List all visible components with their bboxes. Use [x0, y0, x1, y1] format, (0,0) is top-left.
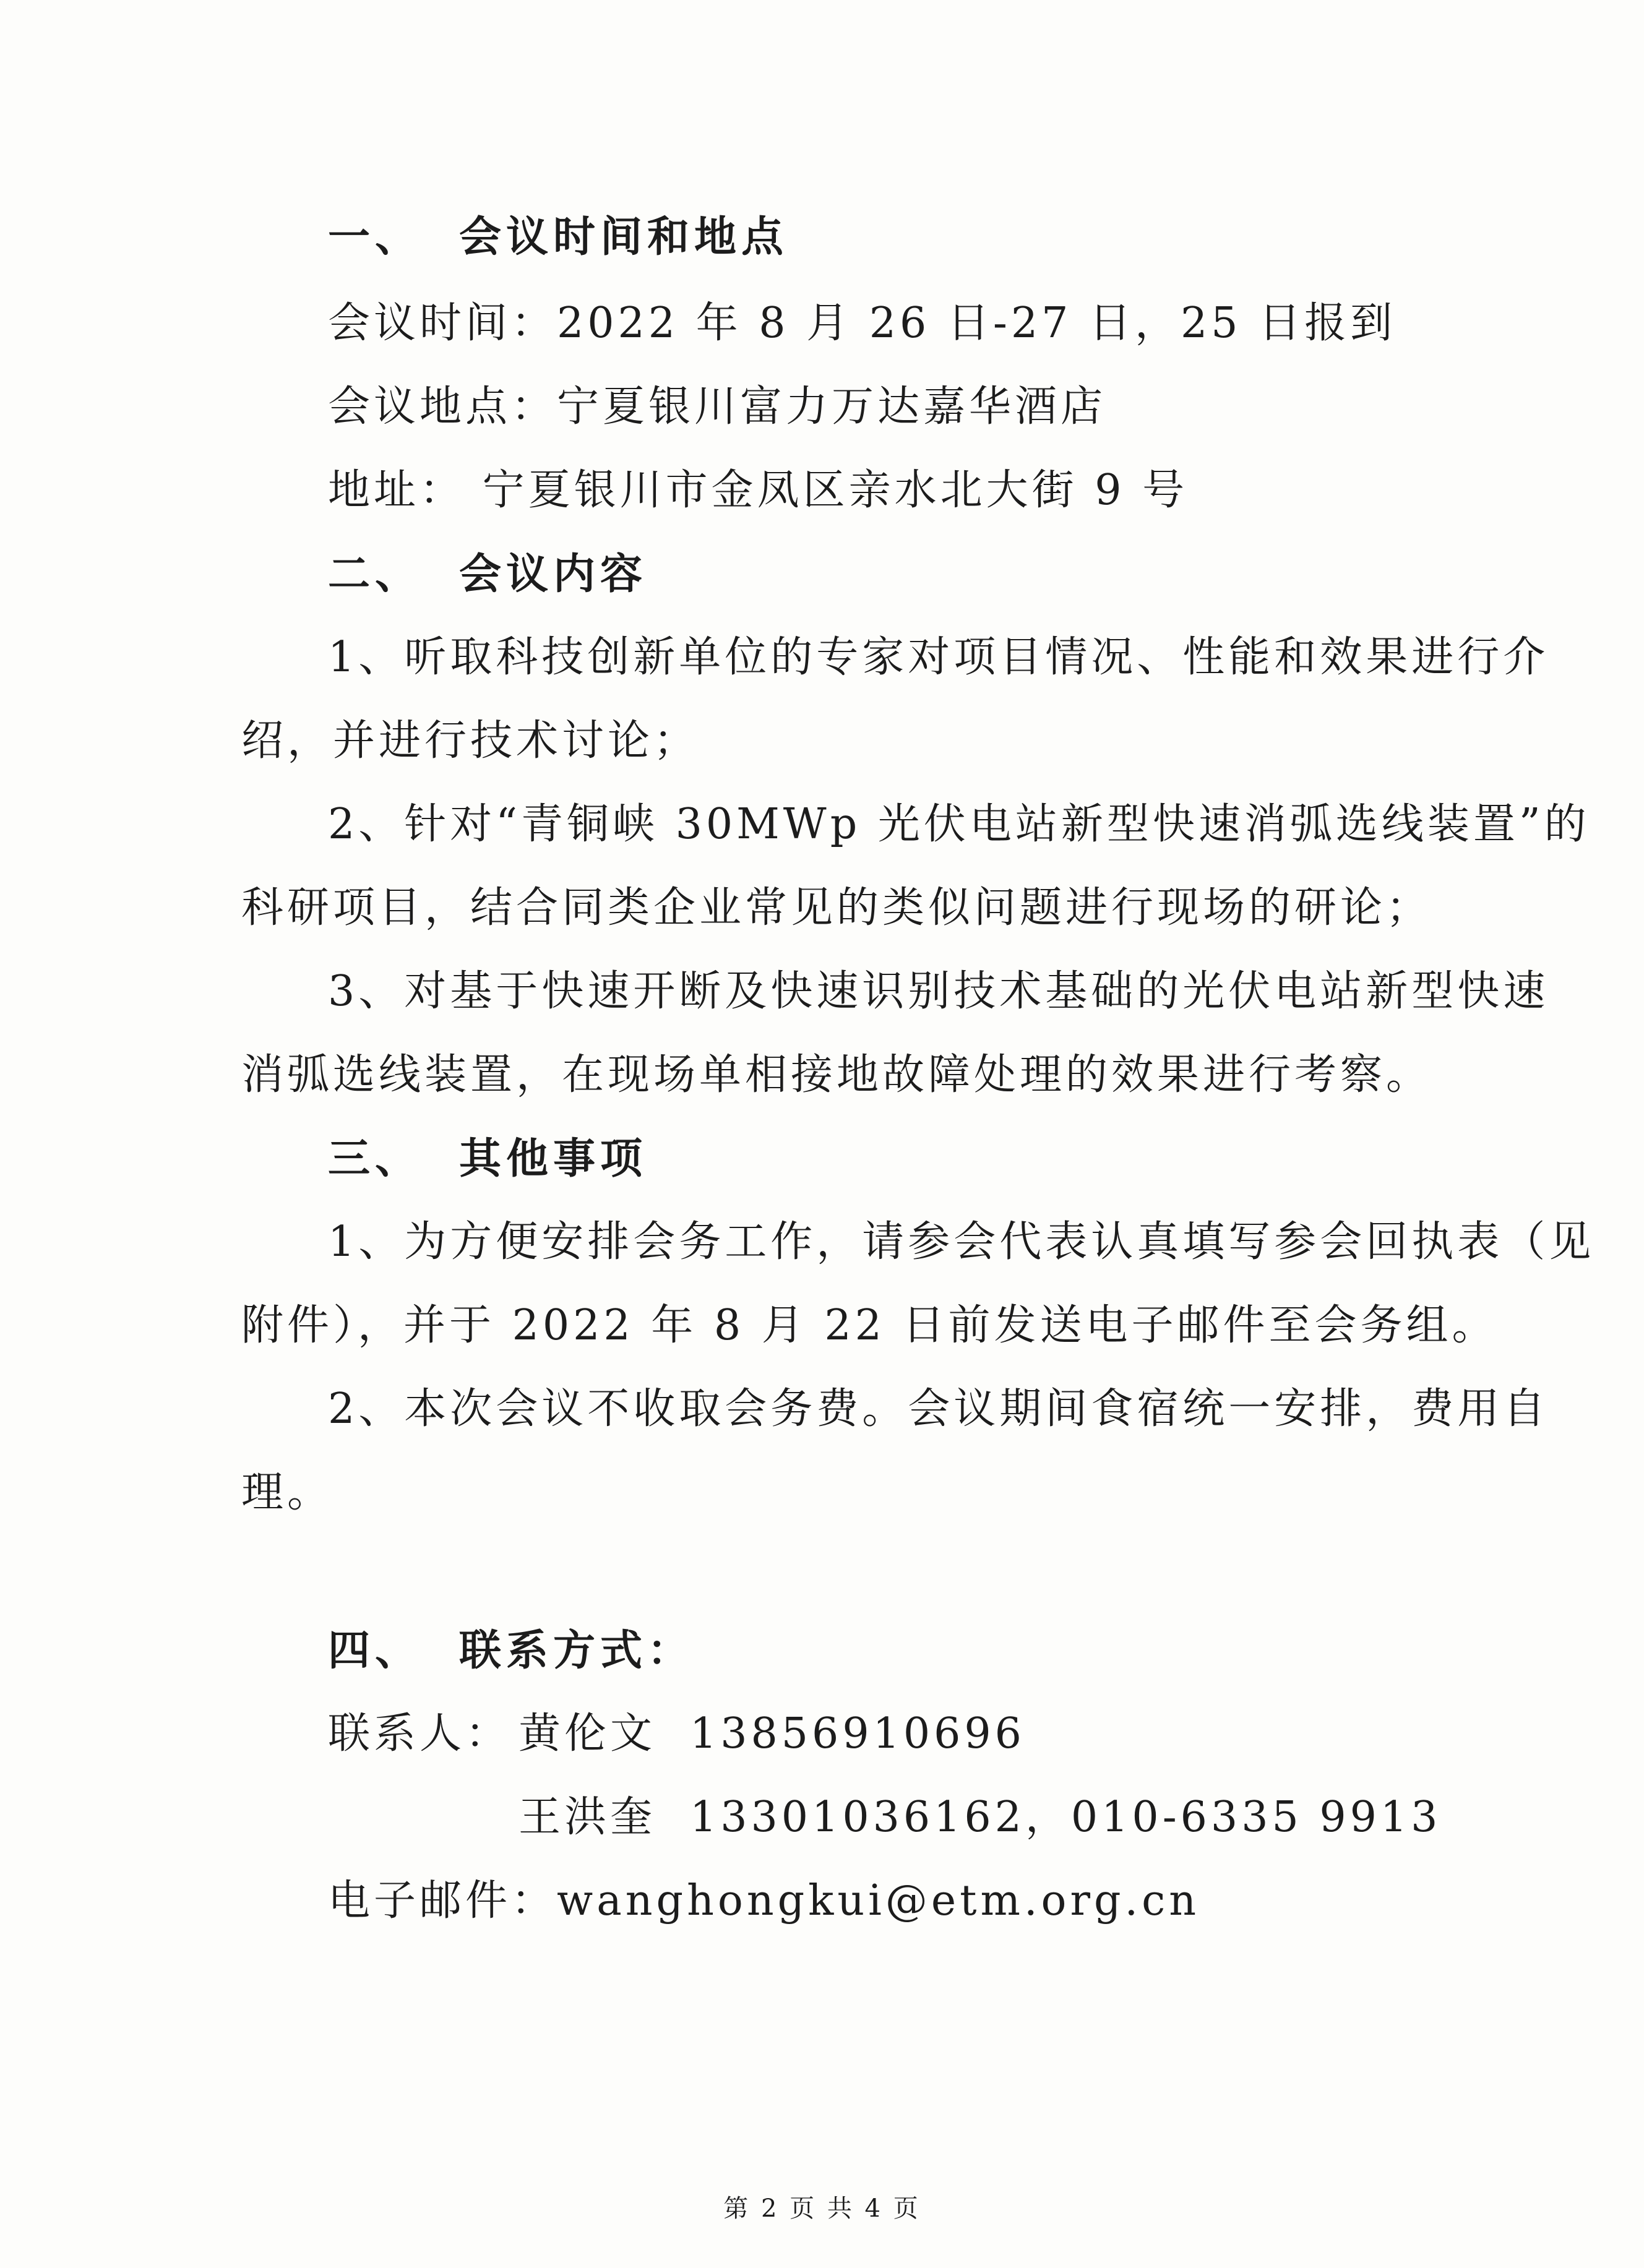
contact-1-phone: 13856910696 [690, 1709, 1025, 1758]
email-row [328, 1871, 1200, 1931]
section-1-number: 一、 [328, 212, 423, 262]
section-2-number: 二、 [328, 549, 423, 599]
content-item-1-line-1: 1、听取科技创新单位的专家对项目情况、性能和效果进行介 [328, 633, 1549, 682]
other-item-2-line-2: 理。 [241, 1468, 334, 1517]
contact-label: 联系人： [328, 1709, 512, 1758]
content-item-3-line-1: 3、对基于快速开断及快速识别技术基础的光伏电站新型快速 [328, 967, 1549, 1016]
contact-1-name: 黄伦文 [519, 1709, 656, 1758]
other-item-1-line-2: 附件），并于 2022 年 8 月 22 日前发送电子邮件至会务组。 [241, 1301, 1498, 1350]
section-1-heading [328, 207, 788, 267]
section-1-title: 会议时间和地点 [459, 212, 789, 262]
section-2-heading [328, 544, 647, 604]
content-item-1-line-2: 绍，并进行技术讨论； [241, 716, 700, 765]
section-4-heading [328, 1621, 694, 1680]
meeting-place: 会议地点：宁夏银川富力万达嘉华酒店 [328, 382, 1107, 431]
section-3-heading [328, 1129, 647, 1188]
content-item-2-line-1: 2、针对“青铜峡 30MWp 光伏电站新型快速消弧选线装置”的 [328, 800, 1590, 849]
other-item-1-line-1: 1、为方便安排会务工作，请参会代表认真填写参会回执表（见 [328, 1218, 1595, 1266]
other-item-2-line-1: 2、本次会议不收取会务费。会议期间食宿统一安排，费用自 [328, 1385, 1549, 1433]
section-3-title: 其他事项 [459, 1134, 648, 1183]
email-label: 电子邮件： [328, 1876, 557, 1925]
section-4-number: 四、 [328, 1626, 423, 1675]
content-item-2-line-2: 科研项目，结合同类企业常见的类似问题进行现场的研论； [241, 883, 1432, 932]
contact-2-phone: 13301036162，010-6335 9913 [690, 1793, 1442, 1842]
contact-2-name: 王洪奎 [519, 1793, 656, 1842]
section-2-title: 会议内容 [459, 549, 648, 599]
email-address[interactable]: wanghongkui@etm.org.cn [557, 1876, 1200, 1925]
meeting-address: 地址： 宁夏银川市金凤区亲水北大街 9 号 [328, 466, 1189, 515]
meeting-time: 会议时间：2022 年 8 月 26 日-27 日，25 日报到 [328, 299, 1397, 348]
content-item-3-line-2: 消弧选线装置，在现场单相接地故障处理的效果进行考察。 [241, 1050, 1432, 1099]
page-indicator: 第 2 页 共 4 页 [723, 2194, 921, 2223]
section-3-number: 三、 [328, 1134, 423, 1183]
section-4-title: 联系方式： [459, 1626, 695, 1675]
